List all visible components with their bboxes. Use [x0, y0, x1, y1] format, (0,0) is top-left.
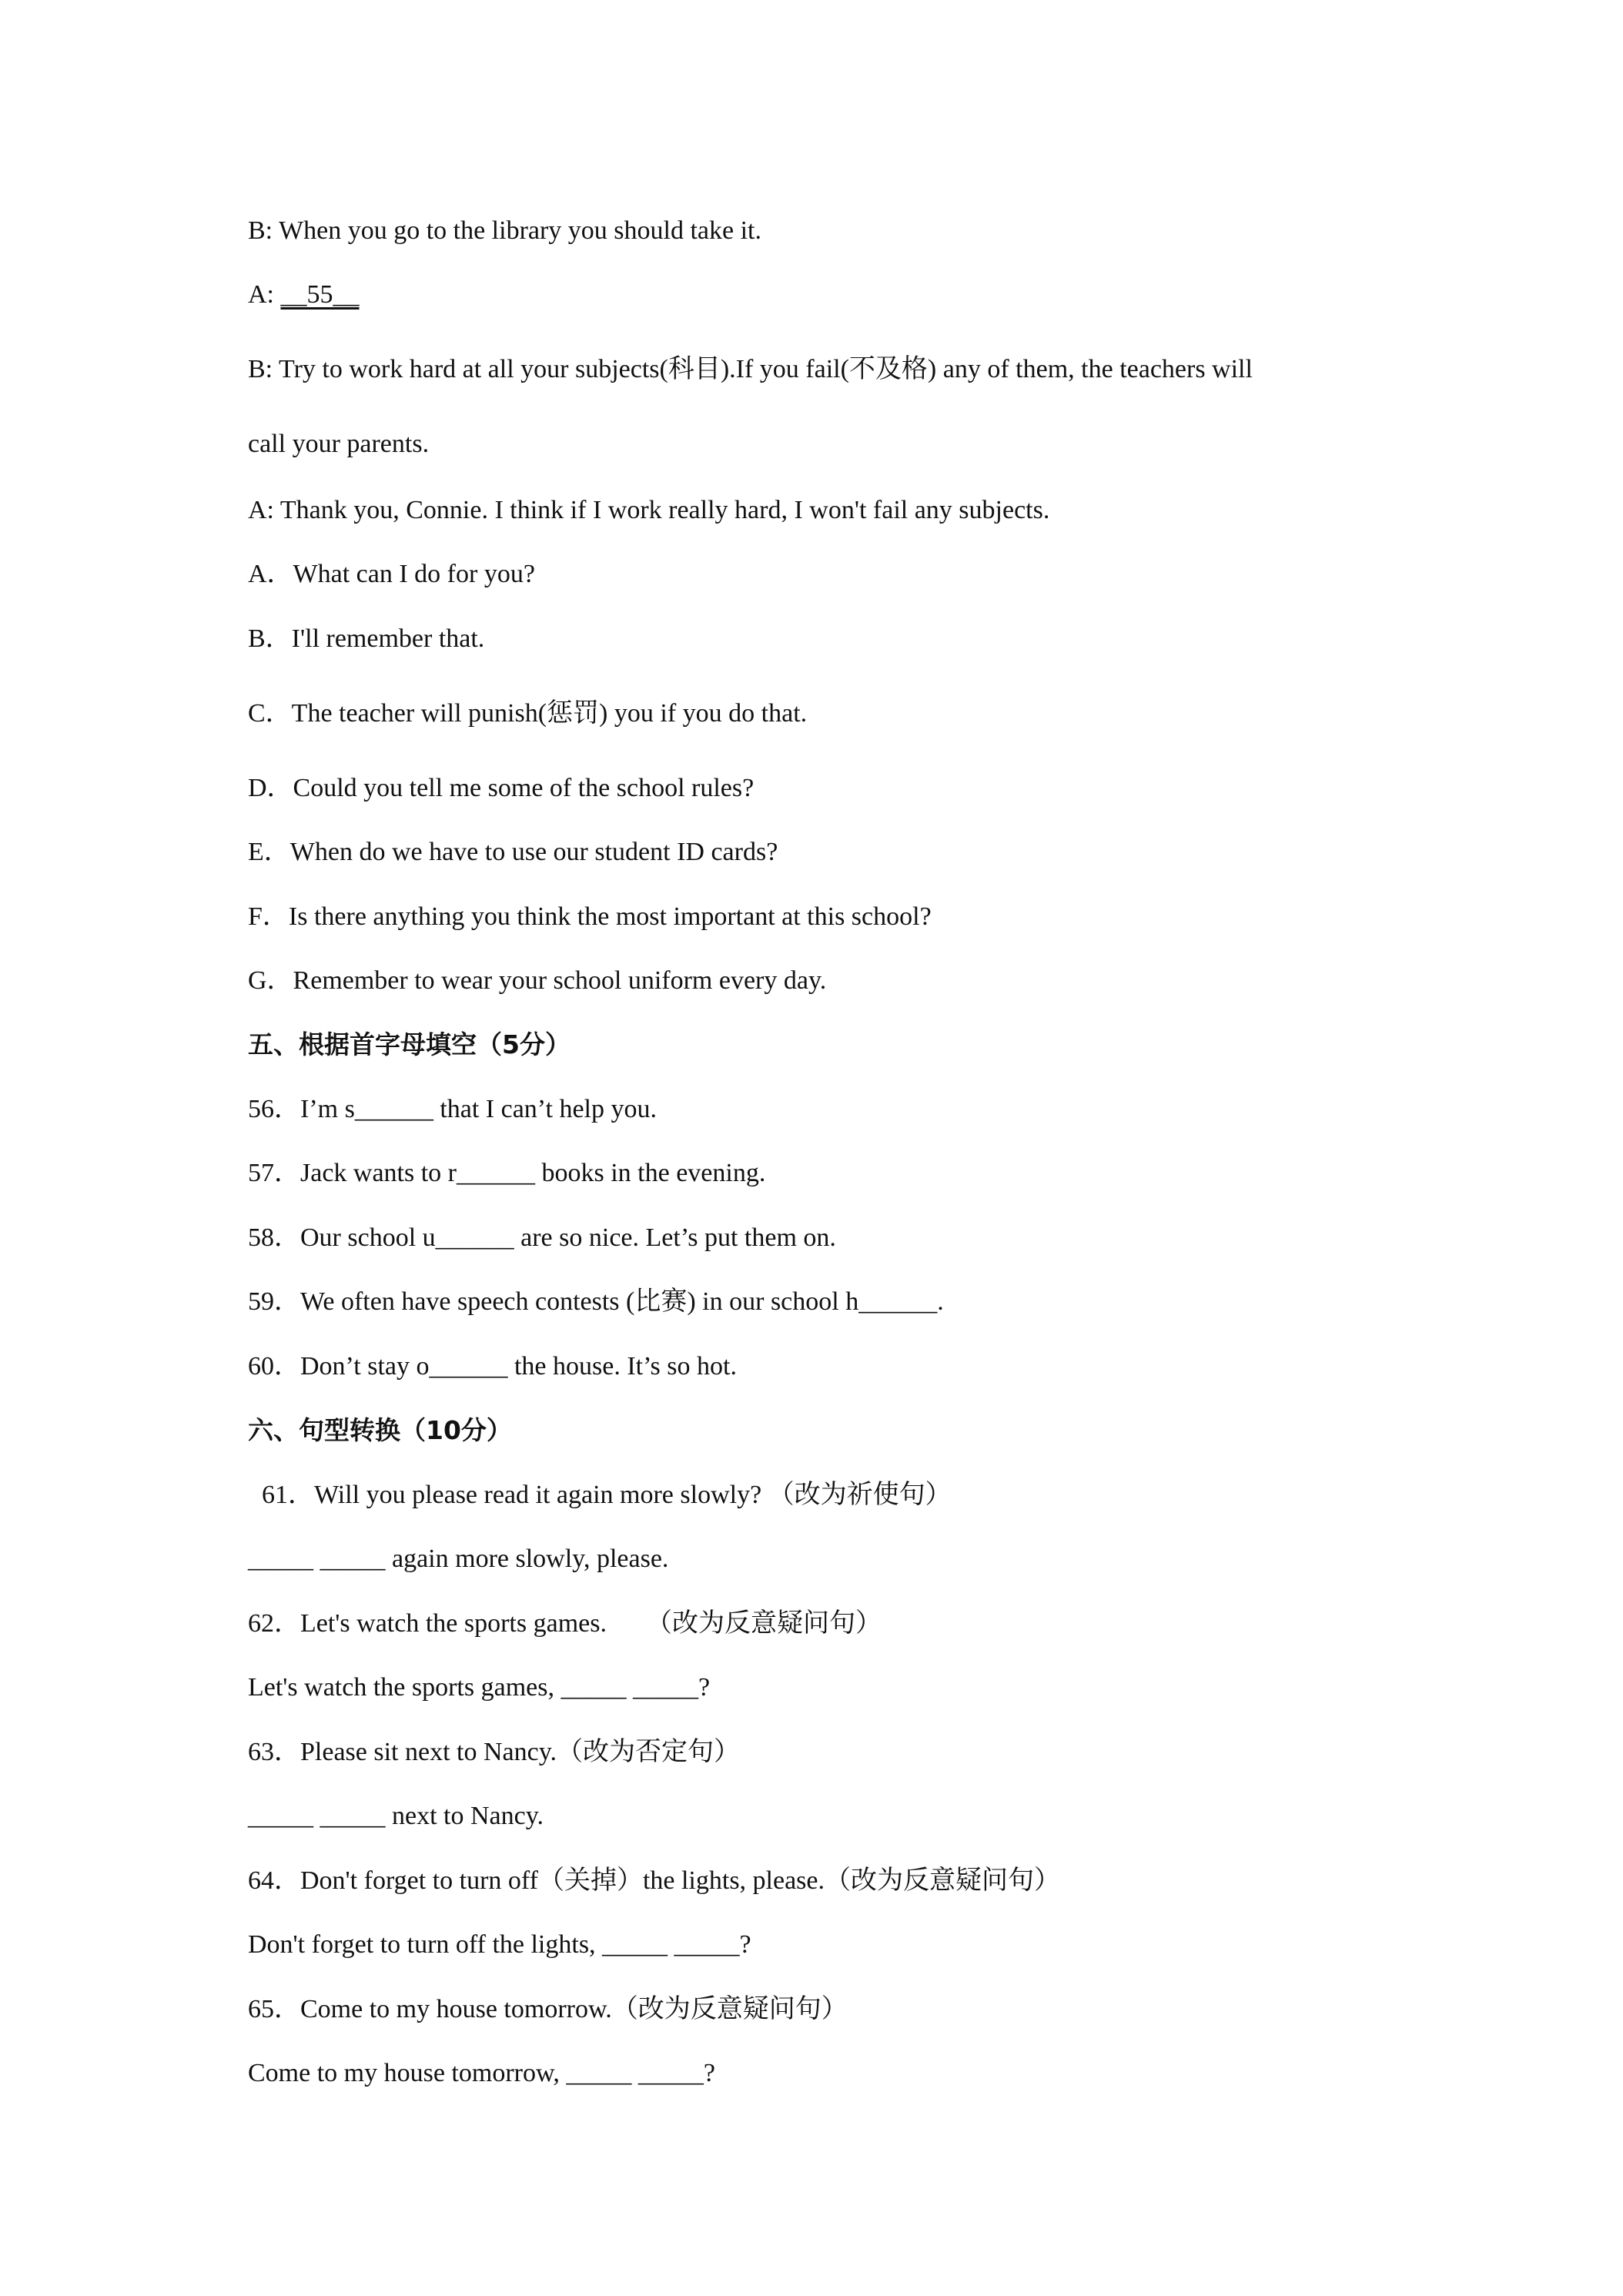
dialogue-line-b-subjects: B: Try to work hard at all your subjects(科目).If you fail(不及格) any of them, the teachers will [248, 355, 1253, 383]
question-60: 60．Don’t stay o______ the house. It’s so hot. [248, 1352, 737, 1381]
answer-65: Come to my house tomorrow, _____ _____? [248, 2059, 715, 2087]
question-62: 62．Let's watch the sports games. （改为反意疑问句） [248, 1609, 882, 1638]
section-5-heading: 五、根据首字母填空（5分） [248, 1029, 571, 1059]
blank-55: __55__ [280, 280, 360, 309]
question-65: 65．Come to my house tomorrow.（改为反意疑问句） [248, 1995, 848, 2023]
question-64: 64．Don't forget to turn off（关掉）the lights, please.（改为反意疑问句） [248, 1866, 1060, 1895]
section-6-heading: 六、句型转换（10分） [248, 1415, 512, 1445]
question-58: 58．Our school u______ are so nice. Let’s put them on. [248, 1223, 836, 1252]
option-b: B．I'll remember that. [248, 624, 485, 653]
question-59: 59．We often have speech contests (比赛) in our school h______. [248, 1287, 944, 1316]
dialogue-line-a-thank-you: A: Thank you, Connie. I think if I work really hard, I won't fail any subjects. [248, 496, 1050, 524]
answer-62: Let's watch the sports games, _____ _____? [248, 1673, 711, 1702]
question-61: 61．Will you please read it again more slowly? （改为祈使句） [262, 1481, 952, 1509]
option-f: F．Is there anything you think the most important at this school? [248, 902, 932, 931]
option-c: C．The teacher will punish(惩罚) you if you do that. [248, 699, 808, 728]
question-63: 63．Please sit next to Nancy.（改为否定句） [248, 1738, 740, 1766]
dialogue-line-call-parents: call your parents. [248, 430, 430, 458]
question-57: 57．Jack wants to r______ books in the evening. [248, 1159, 766, 1187]
option-e: E．When do we have to use our student ID cards? [248, 838, 778, 866]
option-g: G．Remember to wear your school uniform every day. [248, 966, 827, 995]
option-a: A．What can I do for you? [248, 560, 535, 588]
option-d: D．Could you tell me some of the school rules? [248, 774, 755, 802]
answer-61: _____ _____ again more slowly, please. [248, 1545, 669, 1573]
question-56: 56．I’m s______ that I can’t help you. [248, 1095, 658, 1123]
dialogue-speaker-a: A: [248, 280, 281, 309]
answer-64: Don't forget to turn off the lights, _____ _____? [248, 1930, 751, 1959]
dialogue-line-a-blank-55 [248, 278, 360, 312]
answer-63: _____ _____ next to Nancy. [248, 1802, 544, 1830]
dialogue-line-b-library: B: When you go to the library you should take it. [248, 216, 762, 245]
